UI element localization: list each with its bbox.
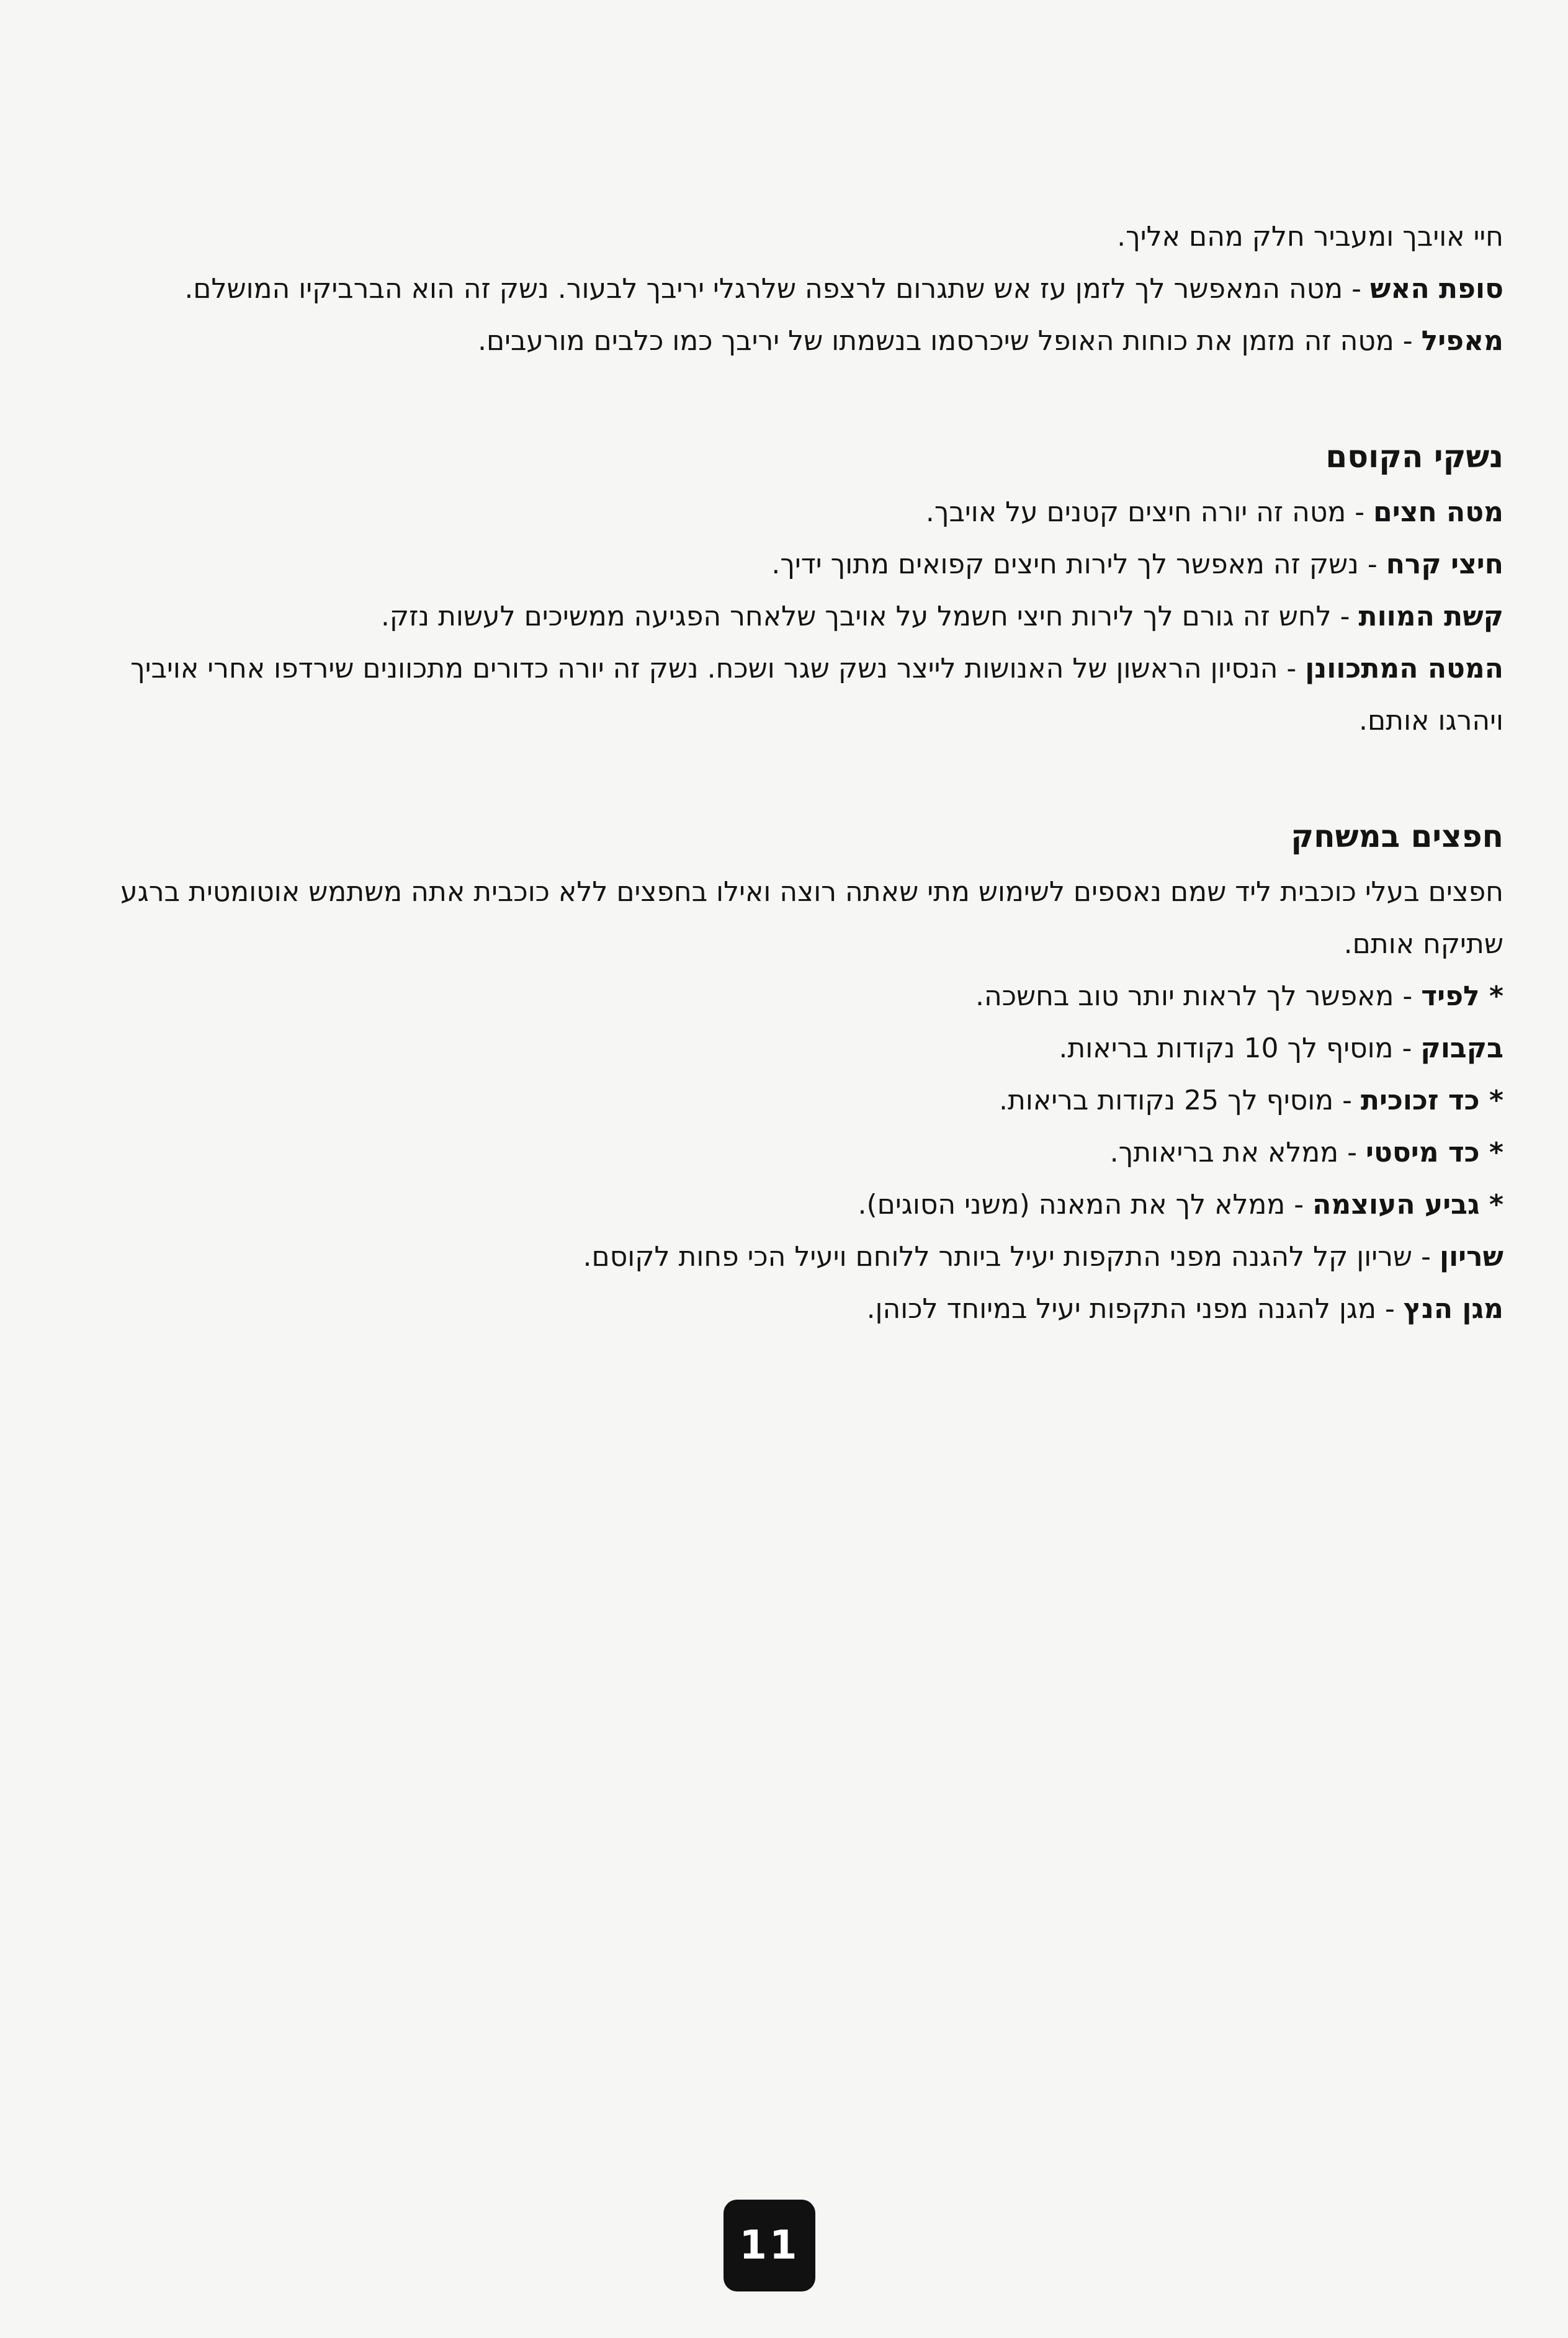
item-description: לחש זה גורם לך לירות חיצי חשמל על אויבך שלאחר הפגיעה ממשיכים לעשות נזק.	[380, 601, 1332, 632]
section-intro: חפצים בעלי כוכבית ליד שמם נאספים לשימוש מתי שאתה רוצה ואילו בחפצים ללא כוכבית אתה משתמש אוטומטית ברגע שתיקח אותם.	[120, 876, 1503, 960]
item-glass-jar	[62, 1075, 1503, 1127]
item-arrow-staff	[62, 486, 1503, 539]
item-separator: -	[1333, 1085, 1361, 1116]
continuation-line: חיי אויבך ומעביר חלק מהם אליך.	[1117, 221, 1503, 253]
item-description: מוסיף לך 25 נקודות בריאות.	[998, 1085, 1334, 1116]
item-description: מאפשר לך לראות יותר טוב בחשכה.	[975, 980, 1394, 1012]
item-separator: -	[1358, 549, 1386, 580]
section-heading-mage-weapons: נשקי הקוסם	[1325, 439, 1503, 475]
item-description: שריון קל להגנה מפני התקפות יעיל ביותר ללוחם ויעיל הכי פחות לקוסם.	[583, 1241, 1413, 1273]
item-armor	[62, 1231, 1503, 1283]
item-description: מוסיף לך 10 נקודות בריאות.	[1059, 1032, 1394, 1064]
item-torch	[62, 970, 1503, 1023]
item-power-chalice	[62, 1179, 1503, 1231]
item-term: שריון	[1439, 1241, 1503, 1273]
section-spacer	[62, 367, 1503, 427]
item-separator: -	[1343, 273, 1371, 305]
item-separator: -	[1346, 496, 1374, 528]
item-ice-arrows	[62, 539, 1503, 591]
item-term: מטה חצים	[1373, 496, 1503, 528]
item-description: הנסיון הראשון של האנושות לייצר נשק שגר ושכח. נשק זה יורה כדורים מתכוונים שירדפו אחרי אויביך ויהרגו אותם.	[130, 653, 1503, 737]
item-term: המטה המתכוונן	[1305, 653, 1503, 684]
item-description: מגן להגנה מפני התקפות יעיל במיוחד לכוהן.	[866, 1293, 1376, 1325]
item-description: מטה זה יורה חיצים קטנים על אויבך.	[925, 496, 1346, 528]
item-description: ממלא את בריאותך.	[1109, 1137, 1339, 1168]
item-separator: -	[1331, 601, 1359, 632]
item-firestorm	[62, 263, 1503, 315]
item-term: חיצי קרח	[1386, 549, 1503, 580]
item-term: מאפיל	[1421, 325, 1503, 357]
item-separator: -	[1393, 1032, 1421, 1064]
item-description: נשק זה מאפשר לך לירות חיצים קפואים מתוך ידיך.	[771, 549, 1359, 580]
item-description: ממלא לך את המאנה (משני הסוגים).	[858, 1189, 1286, 1221]
item-hawk-shield	[62, 1283, 1503, 1335]
item-separator: -	[1412, 1241, 1440, 1273]
item-death-bow	[62, 591, 1503, 643]
page-content	[62, 211, 1503, 1335]
item-separator: -	[1376, 1293, 1404, 1325]
item-description: מטה המאפשר לך לזמן עז אש שתגרום לרצפה שלרגלי יריבך לבעור. נשק זה הוא הברביקיו המושלם.	[184, 273, 1343, 305]
item-term: * כד זכוכית	[1360, 1085, 1503, 1116]
item-description: מטה זה מזמן את כוחות האופל שיכרסמו בנשמתו של יריבך כמו כלבים מורעבים.	[477, 325, 1394, 357]
page-number-badge: 11	[724, 2200, 815, 2291]
item-homing-staff	[62, 643, 1503, 747]
item-term: סופת האש	[1370, 273, 1503, 305]
item-separator: -	[1338, 1137, 1366, 1168]
item-flask	[62, 1023, 1503, 1075]
item-separator: -	[1278, 653, 1306, 684]
item-term: מגן הנץ	[1403, 1293, 1503, 1325]
item-darkener	[62, 315, 1503, 367]
section-spacer	[62, 747, 1503, 807]
item-separator: -	[1285, 1189, 1313, 1221]
item-term: * גביע העוצמה	[1312, 1189, 1503, 1221]
item-term: קשת המוות	[1358, 601, 1503, 632]
item-separator: -	[1394, 325, 1422, 357]
item-separator: -	[1394, 980, 1422, 1012]
item-term: * לפיד	[1421, 980, 1503, 1012]
section-heading-game-items: חפצים במשחק	[1291, 818, 1503, 854]
item-term: בקבוק	[1420, 1032, 1503, 1064]
item-term: * כד מיסטי	[1366, 1137, 1503, 1168]
item-mystic-jar	[62, 1127, 1503, 1179]
